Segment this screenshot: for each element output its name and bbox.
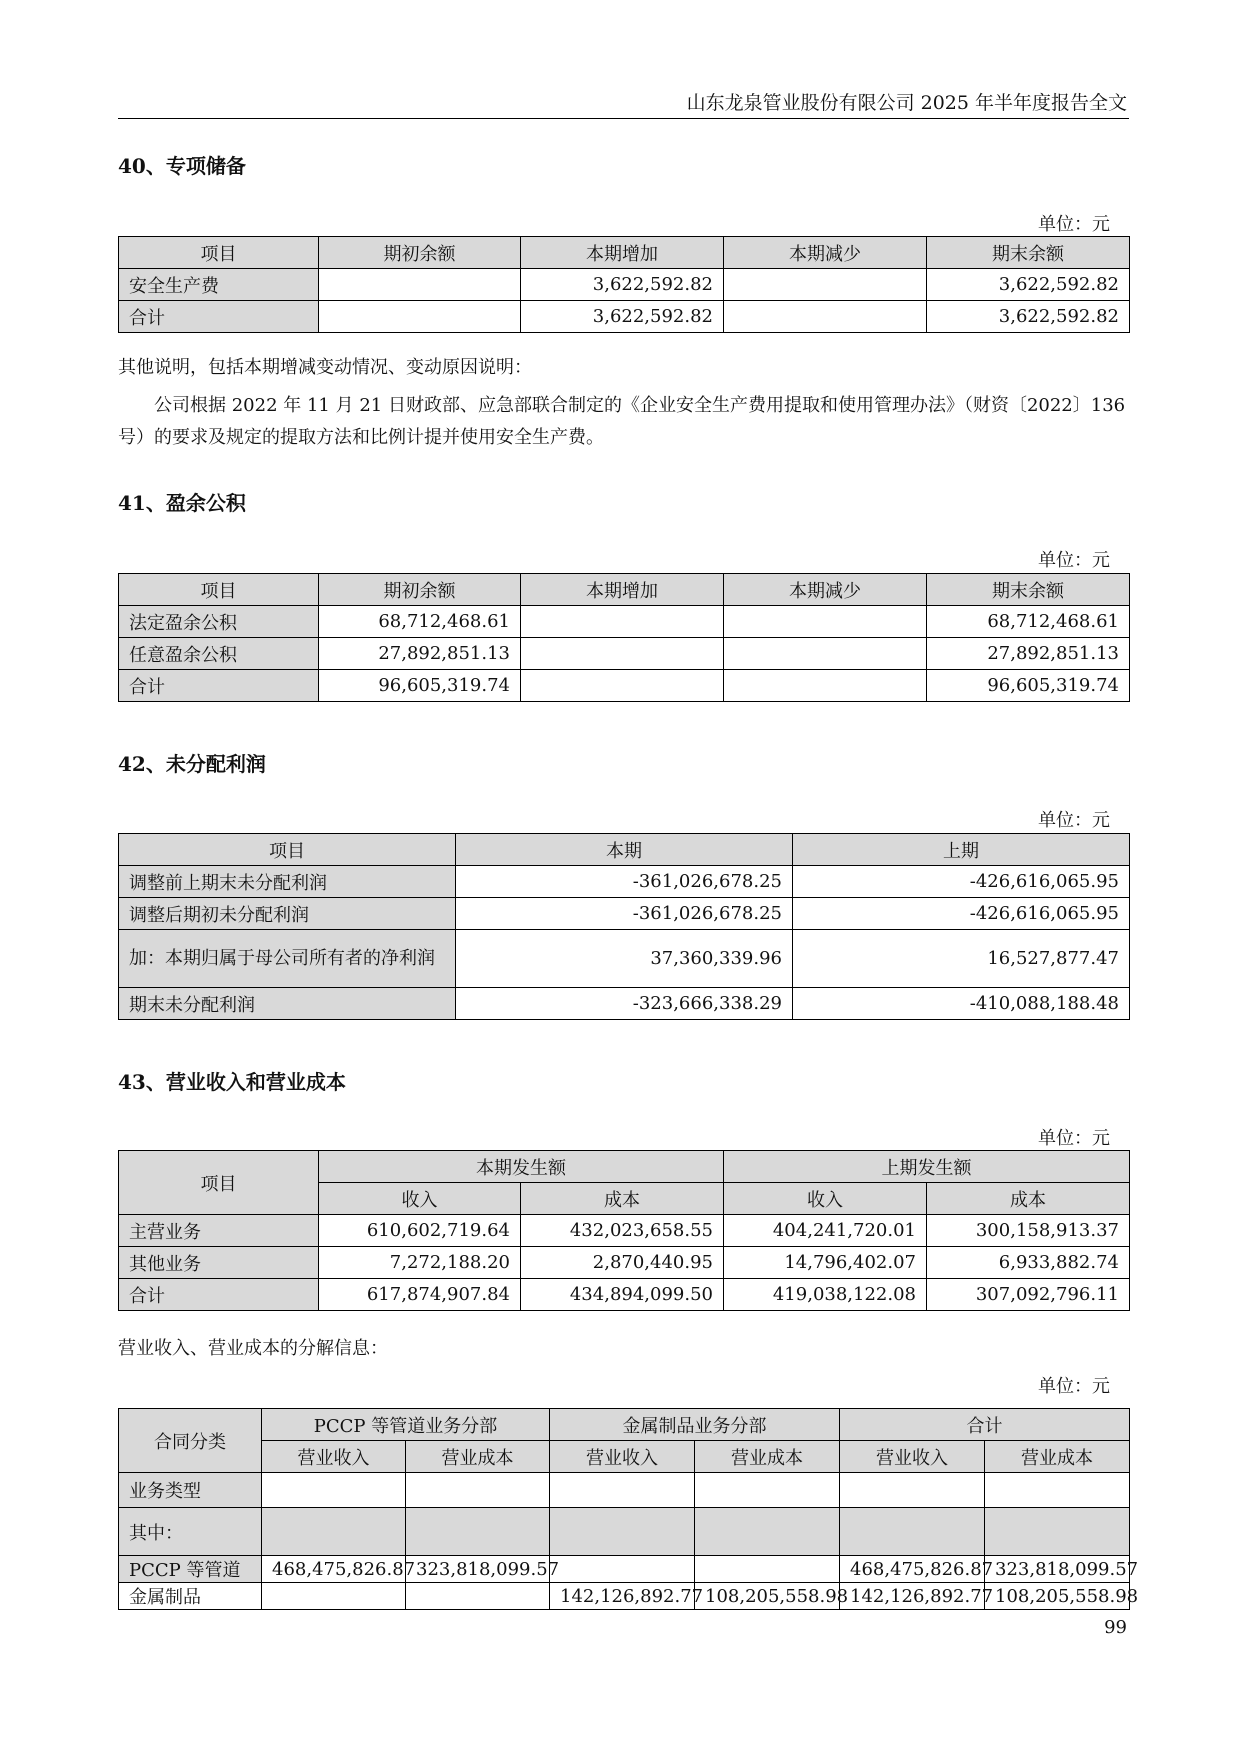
col-header: 本期	[456, 834, 793, 866]
cell: 96,605,319.74	[319, 670, 521, 702]
safety-fee-note: 公司根据 2022 年 11 月 21 日财政部、应急部联合制定的《企业安全生产费用提取和使用管理办法》（财资〔2022〕136 号）的要求及规定的提取方法和比例计提并使用安全生产费。	[118, 395, 1126, 448]
cell	[406, 1583, 550, 1610]
col-header: 项目	[119, 237, 319, 269]
cell: -361,026,678.25	[456, 898, 793, 930]
table-row	[119, 1556, 1130, 1583]
row-label: 主营业务	[119, 1215, 319, 1247]
col-header: 期初余额	[319, 574, 521, 606]
breakdown-label: 营业收入、营业成本的分解信息：	[118, 1338, 388, 1359]
row-label: PCCP 等管道	[119, 1556, 262, 1583]
cell: 307,092,796.11	[927, 1279, 1130, 1311]
table-row	[119, 866, 1130, 898]
cell: 468,475,826.87	[840, 1556, 985, 1583]
section-41-title: 41、盈余公积	[118, 491, 246, 515]
cell: -426,616,065.95	[793, 866, 1130, 898]
col-header: 期初余额	[319, 237, 521, 269]
cell	[406, 1473, 550, 1508]
row-label: 合计	[119, 670, 319, 702]
table-header-row	[119, 834, 1130, 866]
cell: 2,870,440.95	[521, 1247, 724, 1279]
cell	[550, 1508, 695, 1556]
row-label: 安全生产费	[119, 269, 319, 301]
cell: 142,126,892.77	[840, 1583, 985, 1610]
cell: 610,602,719.64	[319, 1215, 521, 1247]
col-header: 营业收入	[840, 1441, 985, 1473]
cell: 6,933,882.74	[927, 1247, 1130, 1279]
cell	[985, 1508, 1130, 1556]
row-label: 调整前上期末未分配利润	[119, 866, 456, 898]
cell: -426,616,065.95	[793, 898, 1130, 930]
col-group-header: 金属制品业务分部	[550, 1409, 840, 1441]
cell: 27,892,851.13	[927, 638, 1130, 670]
cell	[521, 670, 724, 702]
undistributed-profit-table	[118, 833, 1130, 1020]
report-header-title: 山东龙泉管业股份有限公司 2025 年半年度报告全文	[686, 92, 1127, 114]
special-reserve-table	[118, 236, 1130, 333]
row-label: 业务类型	[119, 1473, 262, 1508]
cell	[724, 670, 927, 702]
row-label: 法定盈余公积	[119, 606, 319, 638]
cell: 3,622,592.82	[521, 269, 724, 301]
cell: 108,205,558.98	[695, 1583, 840, 1610]
cell: 96,605,319.74	[927, 670, 1130, 702]
cell	[840, 1508, 985, 1556]
cell: 68,712,468.61	[927, 606, 1130, 638]
cell: 27,892,851.13	[319, 638, 521, 670]
col-header: 本期增加	[521, 237, 724, 269]
cell	[724, 269, 927, 301]
col-header: 营业收入	[550, 1441, 695, 1473]
col-header: 本期减少	[724, 237, 927, 269]
col-header: 成本	[521, 1183, 724, 1215]
cell: 3,622,592.82	[927, 269, 1130, 301]
cell: 468,475,826.87	[262, 1556, 406, 1583]
cell	[521, 638, 724, 670]
row-label: 其中：	[119, 1508, 262, 1556]
cell	[724, 638, 927, 670]
col-header: 项目	[119, 1151, 319, 1215]
cell: 617,874,907.84	[319, 1279, 521, 1311]
table-row	[119, 269, 1130, 301]
table-row	[119, 1508, 1130, 1556]
cell	[840, 1473, 985, 1508]
row-label: 金属制品	[119, 1583, 262, 1610]
col-header: 合同分类	[119, 1409, 262, 1473]
table-header-row	[119, 1151, 1130, 1183]
table-row	[119, 1583, 1130, 1610]
revenue-breakdown-table	[118, 1408, 1139, 1610]
cell: 300,158,913.37	[927, 1215, 1130, 1247]
revenue-cost-table	[118, 1150, 1130, 1311]
surplus-reserve-table	[118, 573, 1130, 702]
row-label: 加：本期归属于母公司所有者的净利润	[119, 930, 456, 988]
table-row	[119, 670, 1130, 702]
section-40-title: 40、专项储备	[118, 154, 246, 178]
unit-label: 单位：元	[1038, 550, 1110, 571]
section-42-title: 42、未分配利润	[118, 752, 266, 776]
unit-label: 单位：元	[1038, 1376, 1110, 1397]
row-label: 合计	[119, 1279, 319, 1311]
cell	[550, 1473, 695, 1508]
table-row	[119, 1247, 1130, 1279]
cell: 323,818,099.57	[985, 1556, 1130, 1583]
col-header: 项目	[119, 574, 319, 606]
table-header-row	[119, 237, 1130, 269]
row-label: 任意盈余公积	[119, 638, 319, 670]
row-label: 调整后期初未分配利润	[119, 898, 456, 930]
cell: 142,126,892.77	[550, 1583, 695, 1610]
cell: 434,894,099.50	[521, 1279, 724, 1311]
col-header: 期末余额	[927, 574, 1130, 606]
unit-label: 单位：元	[1038, 810, 1110, 831]
cell	[724, 301, 927, 333]
cell: 432,023,658.55	[521, 1215, 724, 1247]
table-row	[119, 1215, 1130, 1247]
cell	[319, 301, 521, 333]
col-group-header: 合计	[840, 1409, 1130, 1441]
unit-label: 单位：元	[1038, 214, 1110, 235]
col-header: 营业成本	[406, 1441, 550, 1473]
row-label: 期末未分配利润	[119, 988, 456, 1020]
col-header: 本期减少	[724, 574, 927, 606]
cell: 404,241,720.01	[724, 1215, 927, 1247]
col-header: 营业成本	[695, 1441, 840, 1473]
cell: 68,712,468.61	[319, 606, 521, 638]
cell	[985, 1473, 1130, 1508]
unit-label: 单位：元	[1038, 1128, 1110, 1149]
table-row	[119, 301, 1130, 333]
col-group-header: 上期发生额	[724, 1151, 1130, 1183]
table-row	[119, 988, 1130, 1020]
table-row	[119, 1279, 1130, 1311]
col-header: 营业收入	[262, 1441, 406, 1473]
cell: 419,038,122.08	[724, 1279, 927, 1311]
row-label: 合计	[119, 301, 319, 333]
col-group-header: PCCP 等管道业务分部	[262, 1409, 550, 1441]
cell	[550, 1556, 695, 1583]
table-row	[119, 898, 1130, 930]
table-row	[119, 1473, 1130, 1508]
header-rule	[118, 118, 1129, 119]
col-header: 营业成本	[985, 1441, 1130, 1473]
cell	[695, 1508, 840, 1556]
cell: 14,796,402.07	[724, 1247, 927, 1279]
section-43-title: 43、营业收入和营业成本	[118, 1070, 346, 1094]
col-header: 期末余额	[927, 237, 1130, 269]
cell	[724, 606, 927, 638]
col-header: 成本	[927, 1183, 1130, 1215]
cell	[262, 1583, 406, 1610]
cell: -410,088,188.48	[793, 988, 1130, 1020]
cell: 37,360,339.96	[456, 930, 793, 988]
cell: 3,622,592.82	[927, 301, 1130, 333]
table-header-row	[119, 574, 1130, 606]
table-header-row	[119, 1409, 1130, 1441]
cell	[319, 269, 521, 301]
table-row	[119, 638, 1130, 670]
cell	[262, 1473, 406, 1508]
table-header-row	[119, 1441, 1130, 1473]
cell: 16,527,877.47	[793, 930, 1130, 988]
cell	[262, 1508, 406, 1556]
cell: -361,026,678.25	[456, 866, 793, 898]
table-row	[119, 606, 1130, 638]
cell: 323,818,099.57	[406, 1556, 550, 1583]
cell	[521, 606, 724, 638]
table-row	[119, 930, 1130, 988]
col-header: 项目	[119, 834, 456, 866]
cell	[406, 1508, 550, 1556]
col-header: 上期	[793, 834, 1130, 866]
col-header: 本期增加	[521, 574, 724, 606]
cell	[695, 1556, 840, 1583]
page-number: 99	[1104, 1617, 1127, 1638]
col-header: 收入	[724, 1183, 927, 1215]
other-explanation-label: 其他说明，包括本期增减变动情况、变动原因说明：	[118, 357, 532, 378]
cell	[695, 1473, 840, 1508]
row-label: 其他业务	[119, 1247, 319, 1279]
col-header: 收入	[319, 1183, 521, 1215]
col-group-header: 本期发生额	[319, 1151, 724, 1183]
cell: 3,622,592.82	[521, 301, 724, 333]
cell: 108,205,558.98	[985, 1583, 1130, 1610]
cell: -323,666,338.29	[456, 988, 793, 1020]
cell: 7,272,188.20	[319, 1247, 521, 1279]
